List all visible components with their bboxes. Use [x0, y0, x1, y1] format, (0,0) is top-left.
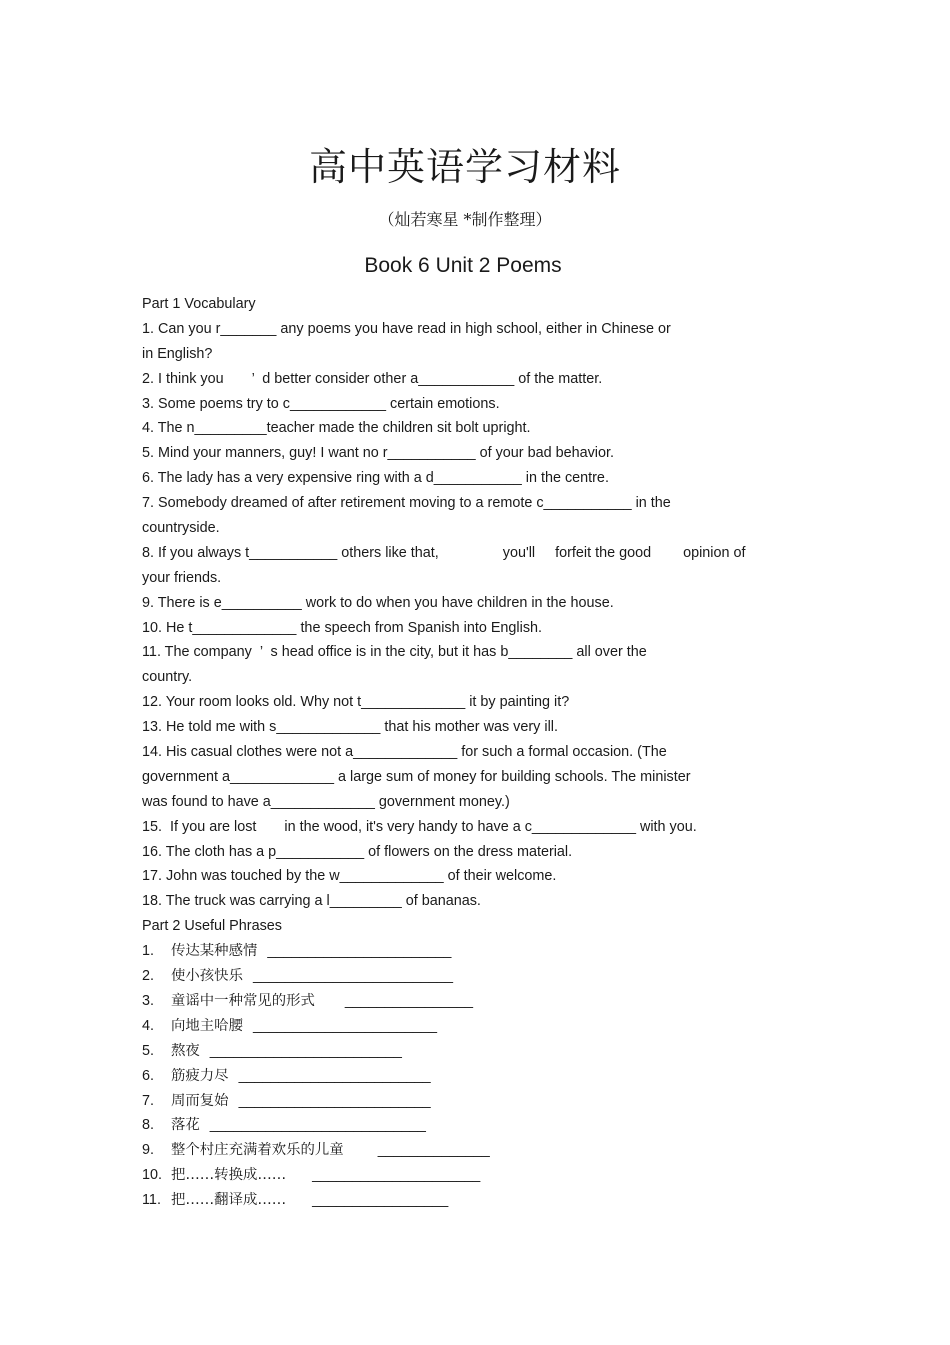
answer-blank: _______________________: [267, 943, 452, 960]
phrase-item: [142, 1138, 802, 1163]
vocab-line: 7. Somebody dreamed of after retirement moving to a remote c___________ in the: [142, 495, 671, 512]
vocab-line: 2. I think you ’ d better consider other a____________ of the matter.: [142, 370, 603, 387]
page-subtitle: （灿若寒星 *制作整理）: [378, 210, 552, 229]
phrase-chinese: 向地主哈腰: [171, 1017, 243, 1034]
phrases-list: [142, 939, 802, 1213]
phrase-item: [142, 1039, 802, 1064]
page-title: 高中英语学习材料: [308, 145, 621, 189]
vocab-line: 3. Some poems try to c____________ certain emotions.: [142, 395, 500, 412]
phrase-chinese: 童谣中一种常见的形式: [171, 992, 315, 1009]
phrase-number: 8.: [142, 1117, 155, 1134]
answer-blank: _____________________: [296, 1167, 481, 1184]
part2-heading: Part 2 Useful Phrases: [142, 918, 282, 935]
vocab-line: in English?: [142, 345, 213, 362]
phrase-number: 6.: [142, 1067, 155, 1084]
phrase-chinese: 落花: [171, 1117, 200, 1134]
vocab-line: 9. There is e__________ work to do when you have children in the house.: [142, 594, 614, 611]
vocab-line: 18. The truck was carrying a l_________ of bananas.: [142, 893, 481, 910]
part1-heading: Part 1 Vocabulary: [142, 296, 256, 312]
vocab-line: 10. He t_____________ the speech from Spanish into English.: [142, 619, 543, 636]
phrase-chinese: 把……翻译成……: [171, 1192, 287, 1209]
vocab-line: 4. The n_________teacher made the children sit bolt upright.: [142, 420, 531, 437]
phrase-item: [142, 1113, 802, 1138]
phrase-item: [142, 989, 802, 1014]
answer-blank: _______________________: [252, 1017, 438, 1034]
vocab-line: country.: [142, 669, 193, 686]
vocab-line: 11. The company ’ s head office is in the city, but it has b________ all over the: [142, 644, 647, 661]
vocab-line: government a_____________ a large sum of money for building schools. The minister: [142, 768, 691, 785]
phrase-item: [142, 1163, 802, 1188]
worksheet-content: [142, 292, 802, 1213]
answer-blank: ______________: [353, 1142, 490, 1159]
phrase-item: [142, 964, 802, 989]
answer-blank: _________________________: [252, 968, 454, 985]
vocabulary-list: [142, 317, 802, 914]
phrase-number: 1.: [142, 943, 155, 960]
phrase-number: 10.: [142, 1167, 163, 1184]
phrase-chinese: 整个村庄充满着欢乐的儿童: [171, 1142, 344, 1159]
vocab-line: 13. He told me with s_____________ that his mother was very ill.: [142, 719, 558, 736]
phrase-number: 11.: [142, 1192, 161, 1209]
answer-blank: ___________________________: [209, 1117, 426, 1134]
phrase-number: 7.: [142, 1092, 155, 1109]
vocab-line: 15. If you are lost in the wood, it's very handy to have a c_____________ with you.: [142, 818, 697, 835]
phrase-chinese: 筋疲力尽: [171, 1067, 229, 1084]
phrase-number: 2.: [142, 968, 155, 985]
vocab-line: 1. Can you r_______ any poems you have read in high school, either in Chinese or: [142, 320, 671, 337]
vocab-line: 16. The cloth has a p___________ of flowers on the dress material.: [142, 843, 573, 860]
phrase-chinese: 把……转换成……: [171, 1167, 287, 1184]
vocab-line: 8. If you always t___________ others like that, you'll forfeit the good opinion of: [142, 544, 746, 561]
vocab-line: your friends.: [142, 569, 222, 586]
answer-blank: ________________________: [238, 1067, 431, 1084]
phrase-item: [142, 1014, 802, 1039]
phrase-number: 3.: [142, 992, 155, 1009]
answer-blank: ________________________: [209, 1042, 402, 1059]
phrase-number: 9.: [142, 1142, 155, 1159]
vocab-line: countryside.: [142, 520, 220, 537]
vocab-line: 12. Your room looks old. Why not t_____________ it by painting it?: [142, 694, 570, 711]
phrase-chinese: 熬夜: [171, 1042, 200, 1059]
phrase-item: [142, 939, 802, 964]
vocab-line: was found to have a_____________ government money.): [142, 793, 510, 810]
phrase-number: 4.: [142, 1017, 155, 1034]
unit-title: Book 6 Unit 2 Poems: [364, 254, 562, 277]
phrase-item: [142, 1089, 802, 1114]
vocab-line: 17. John was touched by the w_____________ of their welcome.: [142, 868, 557, 885]
vocab-line: 14. His casual clothes were not a_____________ for such a formal occasion. (The: [142, 744, 667, 761]
vocab-line: 6. The lady has a very expensive ring with a d___________ in the centre.: [142, 470, 609, 487]
answer-blank: ________________________: [238, 1092, 431, 1109]
phrase-chinese: 使小孩快乐: [171, 968, 243, 985]
vocab-line: 5. Mind your manners, guy! I want no r___________ of your bad behavior.: [142, 445, 614, 462]
phrase-item: [142, 1064, 802, 1089]
phrase-chinese: 传达某种感情: [171, 943, 258, 960]
phrase-number: 5.: [142, 1042, 155, 1059]
answer-blank: ________________: [324, 992, 473, 1009]
phrase-chinese: 周而复始: [171, 1092, 229, 1109]
answer-blank: _________________: [296, 1192, 449, 1209]
phrase-item: [142, 1188, 802, 1213]
